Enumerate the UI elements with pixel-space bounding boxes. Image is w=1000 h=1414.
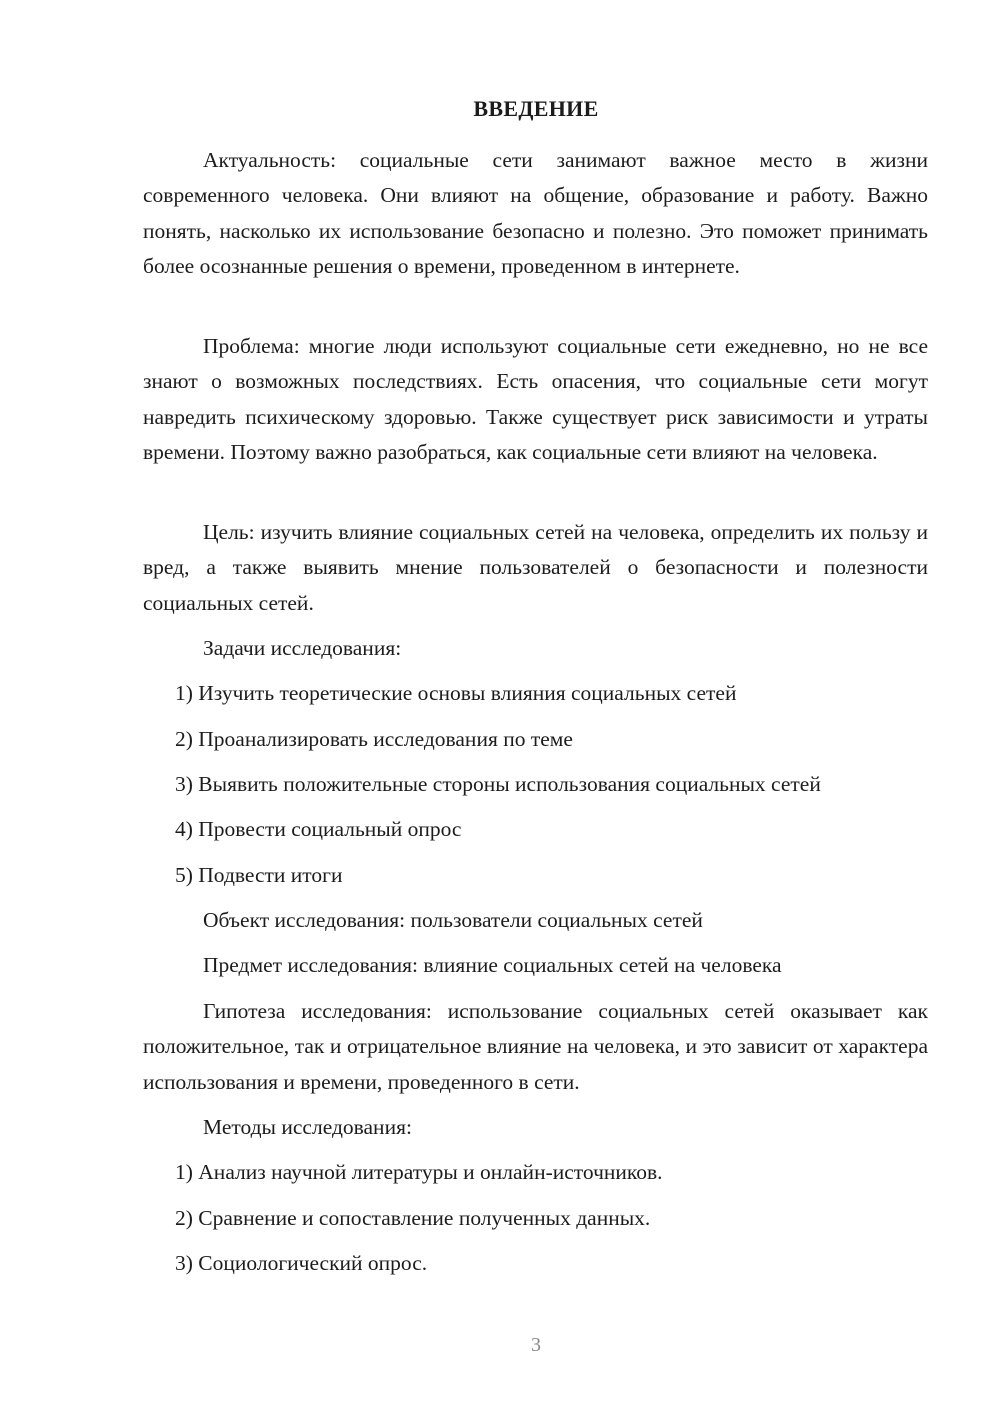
method-item: 1) Анализ научной литературы и онлайн-источников. bbox=[175, 1160, 663, 1184]
relevance-paragraph: Актуальность: социальные сети занимают важное место в жизни современного человека. Они влияют на общение, образование и работу. Важно понять, насколько их использование безопасно и полезно. Это поможет принимать более осознанные решения о времени, проведенном в интернете. bbox=[143, 148, 928, 278]
task-item: 4) Провести социальный опрос bbox=[175, 817, 462, 841]
object-line: Объект исследования: пользователи социальных сетей bbox=[203, 908, 703, 932]
page-number: 3 bbox=[531, 1334, 541, 1356]
problem-paragraph: Проблема: многие люди используют социальные сети ежедневно, но не все знают о возможных последствиях. Есть опасения, что социальные сети могут навредить психическому здоровью. Также существует риск зависимости и утраты времени. Поэтому важно разобраться, как социальные сети влияют на человека. bbox=[143, 334, 928, 464]
task-item: 5) Подвести итоги bbox=[175, 863, 343, 887]
hypothesis-paragraph: Гипотеза исследования: использование социальных сетей оказывает как положительное, так и отрицательное влияние на человека, и это зависит от характера использования и времени, проведенного в сети. bbox=[143, 999, 928, 1094]
goal-paragraph: Цель: изучить влияние социальных сетей на человека, определить их пользу и вред, а также выявить мнение пользователей о безопасности и полезности социальных сетей. bbox=[143, 520, 928, 615]
subject-line: Предмет исследования: влияние социальных сетей на человека bbox=[203, 953, 782, 977]
page-title: ВВЕДЕНИЕ bbox=[473, 96, 599, 121]
task-item: 3) Выявить положительные стороны использования социальных сетей bbox=[175, 772, 821, 796]
task-item: 1) Изучить теоретические основы влияния социальных сетей bbox=[175, 681, 737, 705]
methods-heading: Методы исследования: bbox=[203, 1115, 412, 1139]
tasks-heading: Задачи исследования: bbox=[203, 636, 402, 660]
method-item: 3) Социологический опрос. bbox=[175, 1251, 428, 1275]
method-item: 2) Сравнение и сопоставление полученных данных. bbox=[175, 1206, 651, 1230]
task-item: 2) Проанализировать исследования по теме bbox=[175, 727, 573, 751]
